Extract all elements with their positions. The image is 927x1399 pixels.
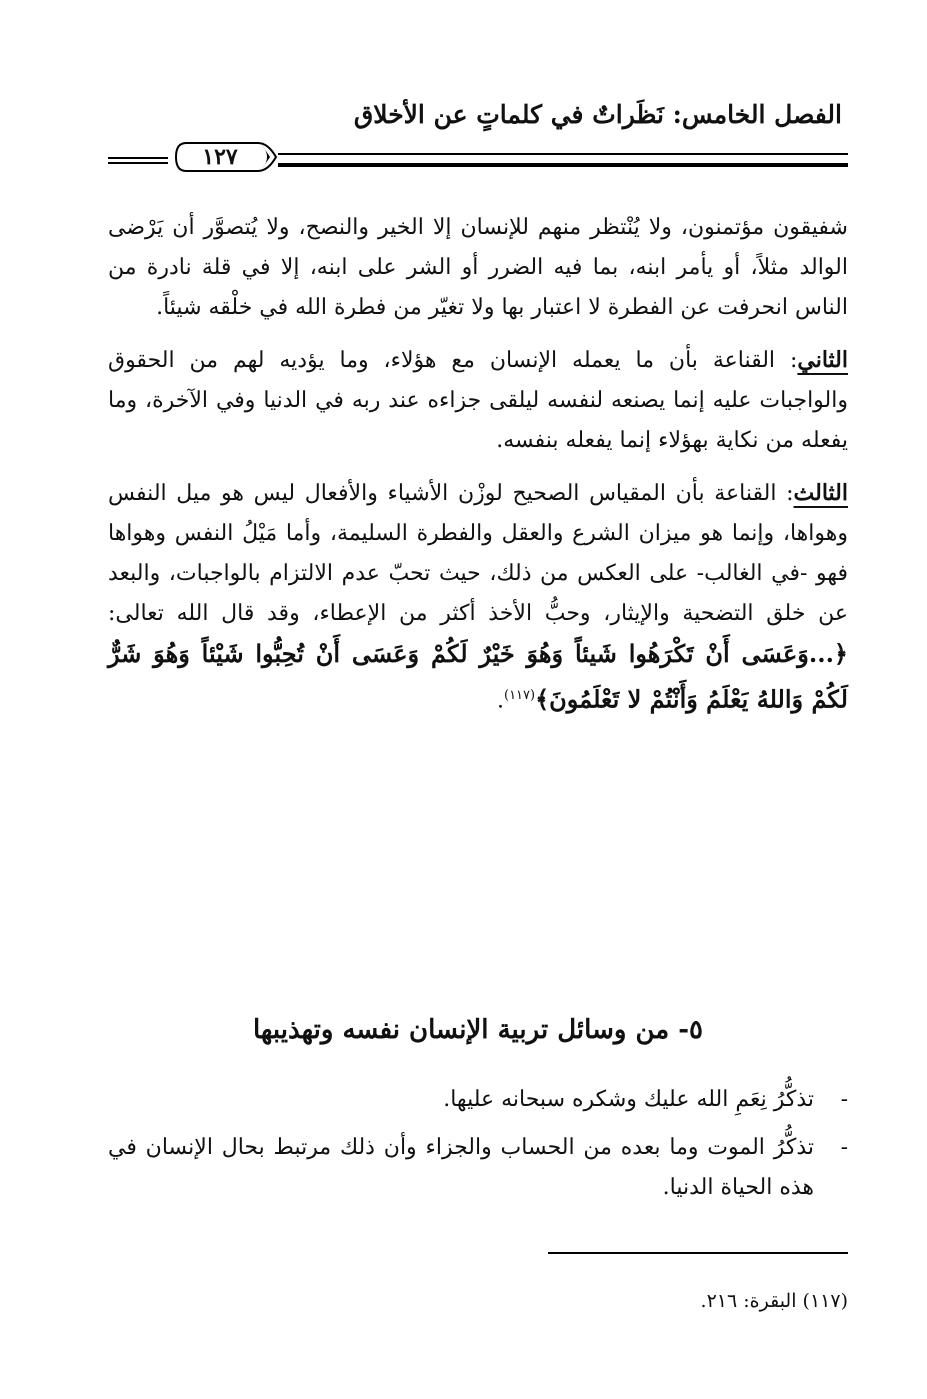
paragraph-1: شفيقون مؤتمنون، ولا يُنْتظر منهم للإنسان إلا الخير والنصح، ولا يُتصوَّر أن يَرْضى الوالد مثلاً، أو يأمر ابنه، بما فيه الضرر أو الشر على ابنه، إلا في قلة نادرة من الناس انحرفت عن الفطرة لا اعتبار بها ولا تغيّر من فطرة الله في خلْقه شيئاً. [108, 215, 848, 320]
term-third: الثالث [793, 480, 848, 506]
footnote-divider [548, 1252, 848, 1254]
dash-marker: - [840, 1087, 848, 1112]
dash-marker: - [840, 1135, 848, 1160]
paragraph-3-end: . [497, 688, 504, 714]
list-item [108, 1080, 848, 1120]
paragraph-2 [108, 340, 848, 461]
bullet-list [108, 1080, 848, 1216]
page-number: ١٢٧ [202, 144, 238, 170]
header-rule [108, 140, 848, 180]
main-text [108, 208, 848, 733]
footnote-reference: (١١٧) [504, 688, 536, 703]
paragraph-2-text: : القناعة بأن ما يعمله الإنسان مع هؤلاء، وما يؤديه لهم من الحقوق والواجبات عليه إنما يصنعه لنفسه ليلقى جزاءه عند ربه في الدنيا وفي الآخرة، وما يفعله من نكاية بهؤلاء إنما يفعله بنفسه. [108, 348, 848, 453]
running-header-title: الفصل الخامس: نَظَراتٌ في كلماتٍ عن الأخلاق [353, 100, 842, 129]
paragraph-3 [108, 473, 848, 721]
quran-verse: ﴿...وَعَسَى أَنْ تَكْرَهُوا شَيئاً وَهُوَ خَيْرٌ لَكُمْ وَعَسَى أَنْ تُحِبُّوا شَيْئاً وَهُوَ شَرٌّ لَكُمْ وَاللهُ يَعْلَمُ وَأَنْتُمْ لا تَعْلَمُونَ﴾ [108, 639, 848, 714]
list-item-text: تذكُّرُ الموت وما بعده من الحساب والجزاء وأن ذلك مرتبط بحال الإنسان في هذه الحياة الدنيا. [108, 1135, 814, 1200]
list-item-text: تذكُّرُ نِعَمِ الله عليك وشكره سبحانه عليها. [443, 1087, 814, 1112]
section-heading: ٥- من وسائل تربية الإنسان نفسه وتهذيبها [252, 1015, 703, 1045]
footnote: (١١٧) البقرة: ٢١٦. [700, 1290, 848, 1312]
header-rule-left [108, 157, 168, 164]
paragraph-3-text: : القناعة بأن المقياس الصحيح لوزْن الأشياء والأفعال ليس هو ميل النفس وهواها، وإنما هو ميزان الشرع والعقل والفطرة السليمة، وأما مَيْلُ النفس وهواها فهو -في الغالب- على العكس من ذلك، حيث تحبّ عدم الالتزام بالواجبات، والبعد عن خلق التضحية والإيثار، وحبُّ الأخذ أكثر من الإعطاء، وقد قال الله تعالى: [108, 481, 848, 626]
list-item [108, 1128, 848, 1208]
header-rule-right [278, 153, 848, 167]
term-second: الثاني [797, 347, 848, 373]
